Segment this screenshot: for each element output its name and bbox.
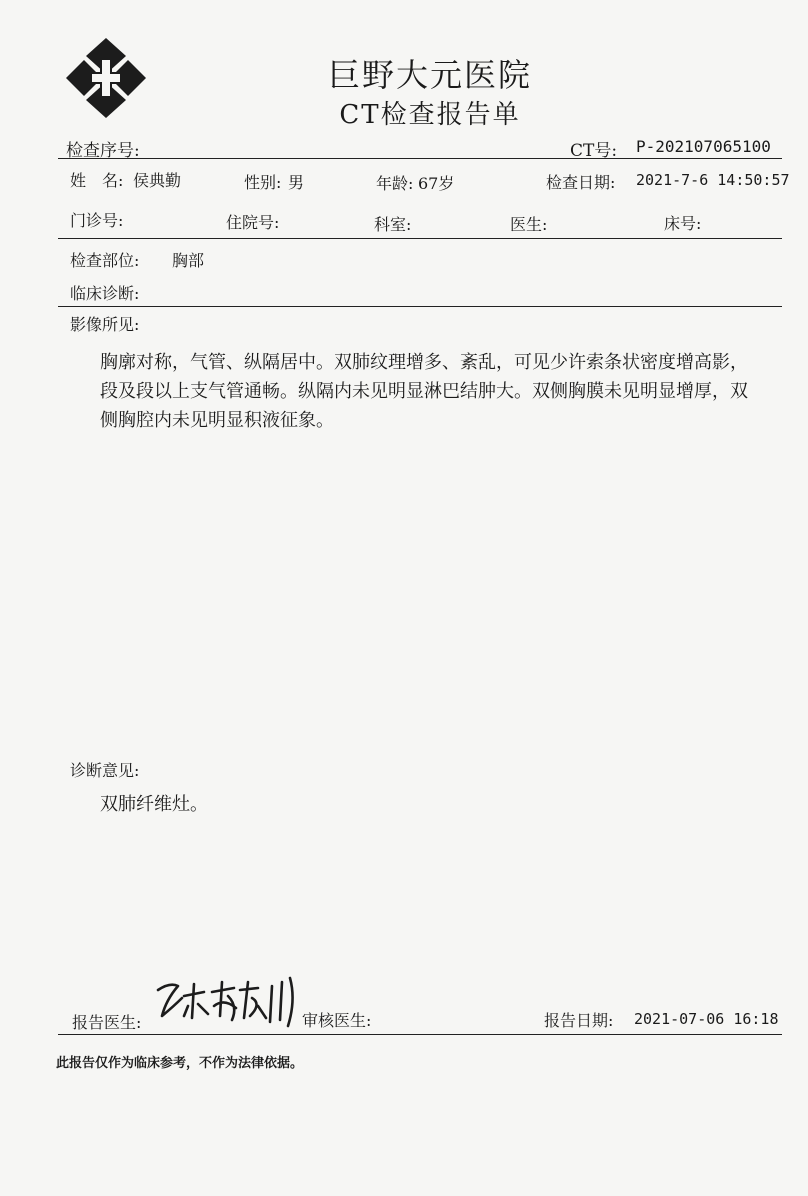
disclaimer: 此报告仅作为临床参考，不作为法律依据。 <box>56 1056 304 1071</box>
outpatient-no-label: 门诊号: <box>70 211 124 230</box>
sex-value: 男 <box>288 173 305 192</box>
doctor-signature <box>154 976 304 1030</box>
name-label: 姓 名: <box>70 171 124 190</box>
department-label: 科室: <box>374 215 412 234</box>
patient-name: 侯典勤 <box>133 171 182 190</box>
reporting-doctor-label: 报告医生: <box>72 1013 142 1032</box>
exam-seq-label: 检查序号: <box>66 141 140 161</box>
sex-label: 性别: <box>244 173 282 192</box>
diagnosis-label: 诊断意见: <box>70 761 140 780</box>
exam-divider <box>58 306 782 307</box>
inpatient-no-label: 住院号: <box>226 213 280 232</box>
report-date-label: 报告日期: <box>544 1011 614 1030</box>
exam-site-value: 胸部 <box>172 251 205 270</box>
findings-text: 胸廓对称，气管、纵隔居中。双肺纹理增多、紊乱，可见少许索条状密度增高影，段及段以上支气管通畅。纵隔内未见明显淋巴结肿大。双侧胸膜未见明显增厚，双侧胸腔内未见明显积液征象。 <box>100 352 748 431</box>
age-label: 年龄: <box>376 174 414 193</box>
ct-no-label: CT号: <box>570 141 618 161</box>
ct-no-value: P-202107065100 <box>636 137 771 156</box>
reviewer-label: 审核医生: <box>302 1011 372 1030</box>
hospital-name: 巨野大元医院 <box>327 56 532 94</box>
diagnosis-text: 双肺纤维灶。 <box>100 794 208 815</box>
header-divider <box>58 158 782 159</box>
exam-site-label: 检查部位: <box>70 251 140 270</box>
clinical-diagnosis-label: 临床诊断: <box>70 284 140 303</box>
doctor-label: 医生: <box>510 215 548 234</box>
report-title: CT检查报告单 <box>339 100 521 130</box>
findings-label: 影像所见: <box>70 315 140 334</box>
age-value: 67岁 <box>418 174 455 193</box>
footer-divider <box>58 1034 782 1035</box>
exam-date-label: 检查日期: <box>546 173 616 192</box>
report-date-value: 2021-07-06 16:18 <box>634 1010 779 1028</box>
patient-divider <box>58 238 782 239</box>
bed-no-label: 床号: <box>664 214 702 233</box>
exam-date-value: 2021-7-6 14:50:57 <box>636 171 790 189</box>
